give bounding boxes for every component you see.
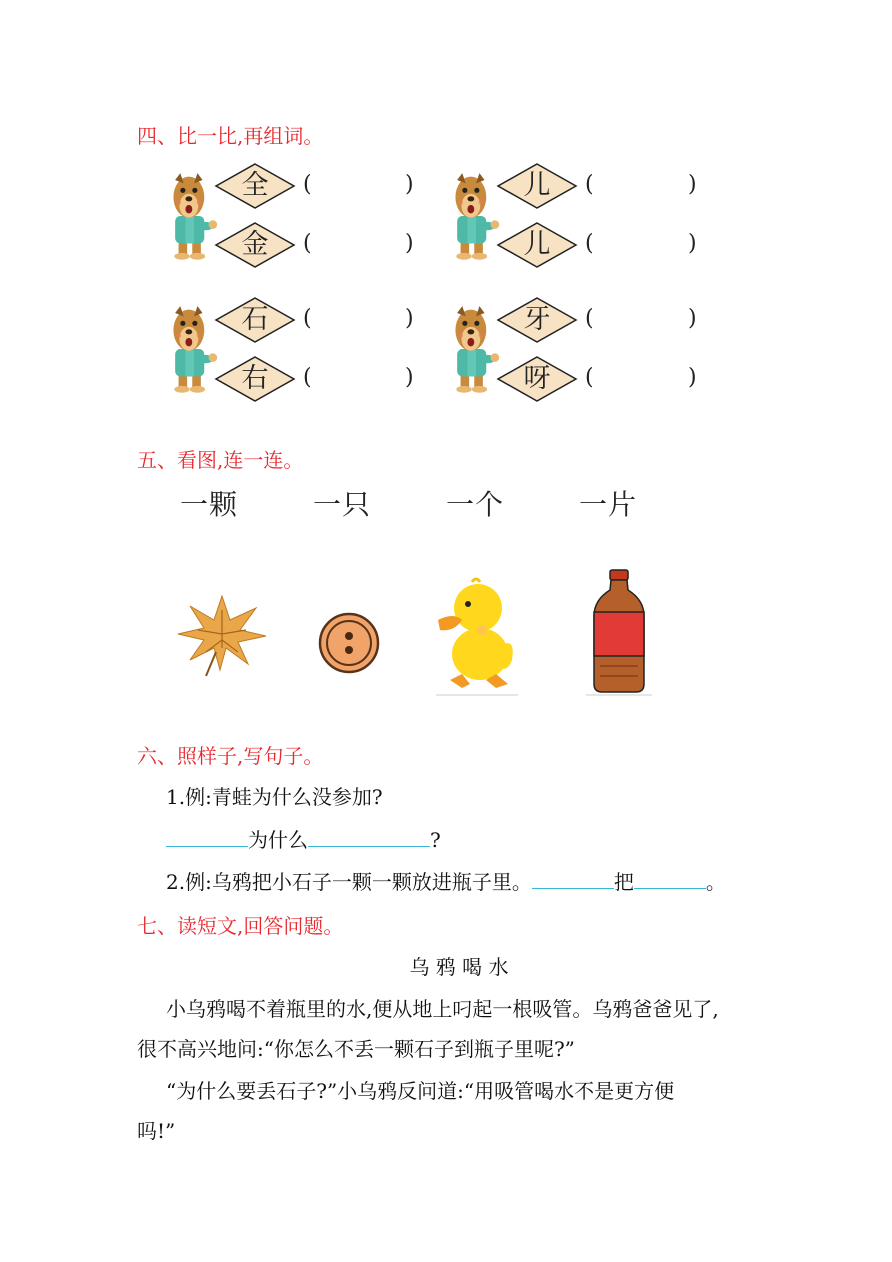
char-4-top: 牙: [523, 304, 551, 335]
measure-word-2[interactable]: 一只: [313, 488, 372, 521]
answer-blank-2b[interactable]: [634, 866, 706, 889]
paren-open: (: [303, 365, 312, 390]
leaf-icon[interactable]: [176, 590, 268, 678]
diamond-char-4-top: [496, 296, 578, 344]
paren-open: (: [303, 172, 312, 197]
diamond-char-1-bottom: [214, 221, 296, 269]
measure-word-3[interactable]: 一个: [446, 488, 505, 521]
diamond-char-2-bottom: [496, 221, 578, 269]
paren-close: ): [688, 231, 697, 256]
example-1: 1.例:青蛙为什么没参加?: [166, 785, 383, 809]
section-6-heading: 六、照样子,写句子。: [137, 744, 324, 768]
story-p2-line2: 吗!”: [137, 1119, 176, 1143]
char-4-bottom: 呀: [523, 363, 551, 394]
diamond-char-3-bottom: [214, 355, 296, 403]
char-3-bottom: 右: [241, 363, 269, 394]
answer-blank-1b[interactable]: [308, 824, 430, 847]
paren-open: (: [585, 365, 594, 390]
button-icon[interactable]: [318, 612, 380, 674]
bottle-icon[interactable]: [586, 568, 652, 698]
paren-open: (: [303, 231, 312, 256]
char-3-top: 石: [241, 304, 269, 335]
duckling-icon[interactable]: [436, 576, 518, 698]
char-1-top: 全: [241, 170, 269, 201]
diamond-char-3-top: [214, 296, 296, 344]
bear-icon: [170, 164, 218, 268]
paren-close: ): [405, 306, 414, 331]
paren-close: ): [688, 306, 697, 331]
exercise-2-end: 。: [705, 870, 726, 894]
paren-close: ): [688, 365, 697, 390]
section-7-heading: 七、读短文,回答问题。: [137, 914, 344, 938]
story-p1-line2: 很不高兴地问:“你怎么不丢一颗石子到瓶子里呢?”: [137, 1037, 575, 1061]
paren-close: ): [405, 231, 414, 256]
bear-icon: [170, 297, 218, 401]
char-2-bottom: 儿: [523, 229, 551, 260]
section-5-heading: 五、看图,连一连。: [137, 448, 304, 472]
paren-open: (: [585, 231, 594, 256]
example-2: 2.例:乌鸦把小石子一颗一颗放进瓶子里。: [166, 870, 532, 894]
answer-blank-1a[interactable]: [166, 824, 248, 847]
diamond-char-4-bottom: [496, 355, 578, 403]
exercise-1-end: ?: [430, 828, 441, 852]
paren-open: (: [303, 306, 312, 331]
diamond-char-1-top: [214, 162, 296, 210]
answer-blank-2a[interactable]: [532, 866, 614, 889]
char-2-top: 儿: [523, 170, 551, 201]
story-title: 乌 鸦 喝 水: [409, 955, 509, 979]
paren-open: (: [585, 172, 594, 197]
diamond-char-2-top: [496, 162, 578, 210]
bear-icon: [452, 297, 500, 401]
measure-word-1[interactable]: 一颗: [180, 488, 239, 521]
story-p1-line1: 小乌鸦喝不着瓶里的水,便从地上叼起一根吸管。乌鸦爸爸见了,: [166, 997, 719, 1021]
exercise-2-mid: 把: [613, 870, 634, 894]
paren-close: ): [405, 365, 414, 390]
exercise-1-line: [166, 824, 441, 855]
exercise-2-line: [166, 866, 726, 897]
story-p2-line1: “为什么要丢石子?”小乌鸦反问道:“用吸管喝水不是更方便: [166, 1079, 675, 1103]
char-1-bottom: 金: [241, 229, 269, 260]
paren-close: ): [405, 172, 414, 197]
measure-word-4[interactable]: 一片: [579, 488, 638, 521]
section-4-heading: 四、比一比,再组词。: [137, 124, 324, 148]
bear-icon: [452, 164, 500, 268]
paren-close: ): [688, 172, 697, 197]
exercise-1-mid: 为什么: [248, 828, 308, 852]
paren-open: (: [585, 306, 594, 331]
